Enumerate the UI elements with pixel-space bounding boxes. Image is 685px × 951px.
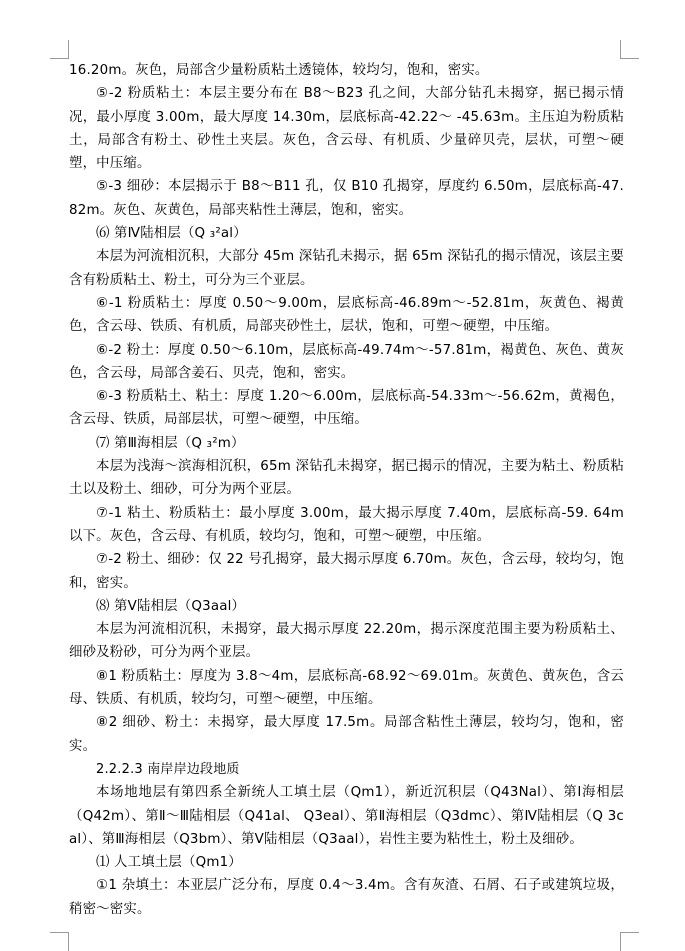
- paragraph: 本层为河流相沉积，大部分 45m 深钻孔未揭示，据 65m 深钻孔的揭示情况，该层主要含有粉质粘土、粉土，可分为三个亚层。: [69, 249, 624, 288]
- paragraph: ⑤-3 细砂：本层揭示于 B8～B11 孔，仅 B10 孔揭穿，厚度约 6.50m，层底标高-47.82m。灰色、灰黄色，局部夹粘性土薄层，饱和，密实。: [69, 179, 624, 218]
- paragraph: ①1 杂填土：本亚层广泛分布，厚度 0.4～3.4m。含有灰渣、石屑、石子或建筑垃圾，稍密～密实。: [69, 878, 624, 917]
- paragraph: ⑧2 细砂、粉土：未揭穿，最大厚度 17.5m。局部含粘性土薄层，较均匀，饱和，密实。: [69, 715, 624, 754]
- paragraph: ⑧1 粉质粘土：厚度为 3.8～4m，层底标高-68.92～69.01m。灰黄色、黄灰色，含云母、铁质、有机质，较均匀，可塑～硬塑，中压缩。: [69, 668, 624, 708]
- paragraph: ⑹ 第Ⅳ陆相层（Q ₃²al）: [96, 226, 247, 242]
- paragraph: ⑥-1 粉质粘土：厚度 0.50～9.00m，层底标高-46.89m～-52.81m，灰黄色、褐黄色，含云母、铁质、有机质，局部夹砂性土，层状，饱和，可塑～硬塑，中压缩。: [69, 295, 624, 335]
- paragraph: ⑥-2 粉土：厚度 0.50～6.10m，层底标高-49.74m～-57.81m，褐黄色、灰色、黄灰色，含云母，局部含姜石、贝壳，饱和，密实。: [69, 342, 624, 381]
- crop-mark-top-left: [50, 40, 69, 59]
- paragraph: 本层为河流相沉积，未揭穿，最大揭示厚度 22.20m，揭示深度范围主要为粉质粘土、细砂及粉砂，可分为两个亚层。: [69, 622, 624, 661]
- paragraph: ⑥-3 粉质粘土、粘土：厚度 1.20～6.00m，层底标高-54.33m～-56.62m，黄褐色，含云母、铁质，局部层状，可塑～硬塑，中压缩。: [69, 389, 624, 428]
- paragraph: ⑴ 人工填土层（Qm1）: [96, 855, 242, 871]
- document-body: [69, 59, 624, 921]
- paragraph: ⑦-2 粉土、细砂：仅 22 号孔揭穿，最大揭示厚度 6.70m。灰色，含云母，较均匀，饱和，密实。: [69, 552, 624, 591]
- crop-mark-bottom-left: [50, 932, 69, 951]
- paragraph: ⑦-1 粘土、粉质粘土：最小厚度 3.00m，最大揭示厚度 7.40m，层底标高-59. 64m 以下。灰色，含云母、有机质，较均匀，饱和，可塑～硬塑，中压缩。: [69, 505, 624, 544]
- paragraph: ⑻ 第Ⅴ陆相层（Q3aal）: [96, 598, 246, 614]
- paragraph: 本场地地层有第四系全新统人工填土层（Qm1），新近沉积层（Q43Nal）、第Ⅰ海相层（Q42m）、第Ⅱ～Ⅲ陆相层（Q41al、 Q3eal）、第Ⅱ海相层（Q3dmc）、第Ⅳ陆相层（Q 3cal）、第Ⅲ海相层（Q3bm）、第Ⅴ陆相层（Q3aal），岩性主要为粘性土，粉土及细砂。: [69, 785, 624, 847]
- paragraph: ⑺ 第Ⅲ海相层（Q ₃²m）: [96, 435, 245, 451]
- crop-mark-top-right: [620, 40, 639, 59]
- paragraph: 16.20m。灰色，局部含少量粉质粘土透镜体，较均匀，饱和，密实。: [69, 63, 489, 78]
- section-heading: 2.2.2.3 南岸岸边段地质: [96, 761, 240, 777]
- paragraph: ⑤-2 粉质粘土：本层主要分布在 B8～B23 孔之间，大部分钻孔未揭穿，据已揭示情况，最小厚度 3.00m，最大厚度 14.30m，层底标高-42.22～ -45.63m。主压迫为粉质粘土，局部含有粉土、砂性土夹层。灰色，含云母、有机质、少量碎贝壳，层状，可塑～硬塑，中压缩。: [69, 86, 624, 172]
- crop-mark-bottom-right: [620, 932, 639, 951]
- paragraph: 本层为浅海～滨海相沉积，65m 深钻孔未揭穿，据已揭示的情况，主要为粘土、粉质粘土以及粉土、细砂，可分为两个亚层。: [69, 459, 624, 498]
